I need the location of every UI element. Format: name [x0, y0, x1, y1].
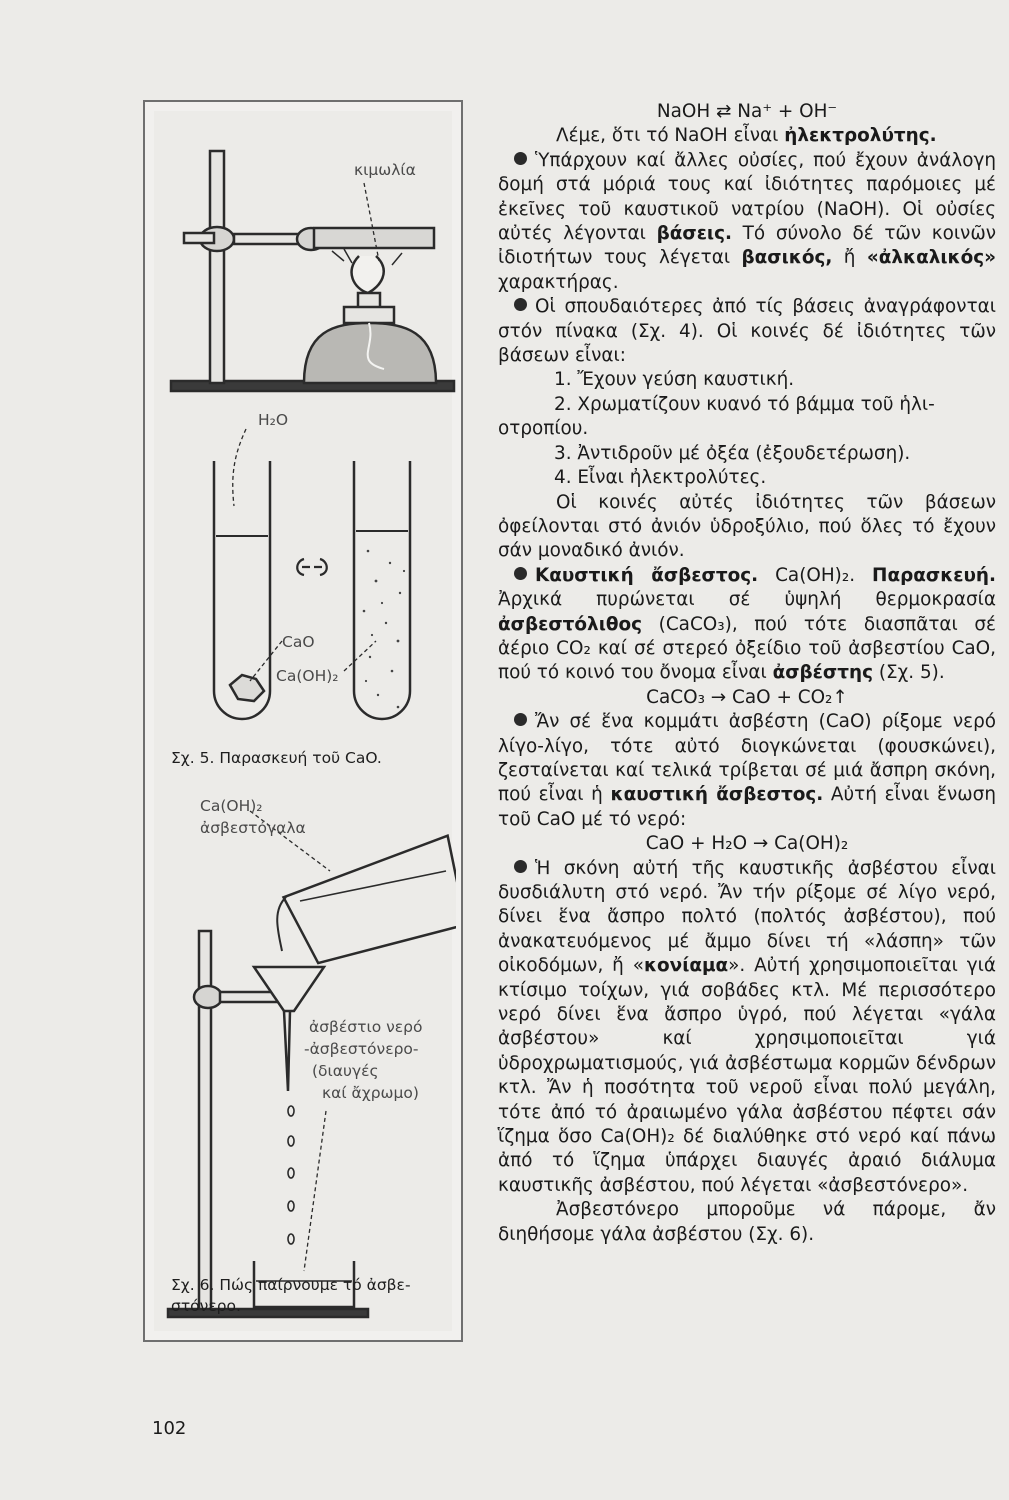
p5-text-f: (CaCO₃), πού τότε διασπᾶται σέ ἀέριο CO₂ καί σέ στερεό ὀξείδιο τοῦ ἀσβεστίου CaO, πού τό κοινό του ὄνομα εἶναι	[498, 613, 996, 684]
p6-text-a: Ἄν σέ ἕνα κομμάτι ἀσβέστη (CaO) ρίξομε νερό λίγο-λίγο, τότε αὐτό διογκώνεται (φουσκώνει), ζεσταίνεται καί τελικά τρίβεται σέ μιά ἄσπρη σκόνη, πού εἶναι ἡ	[498, 711, 996, 806]
p5-bold-a: Καυστική ἄσβεστος.	[535, 564, 759, 586]
label-water-line2: -ἀσβεστόνερο-	[304, 1040, 419, 1058]
label-kimolia: κιμωλία	[354, 161, 416, 179]
experiment-illustration	[154, 111, 456, 1335]
label-milk-formula: Ca(OH)₂	[200, 797, 263, 815]
p5-text-d: Ἀρχικά πυρώνεται σέ ὑψηλή θερμοκρασία	[498, 589, 996, 611]
list-item-2a: 2. Χρωματίζουν κυανό τό βάμμα τοῦ ἡλι-	[554, 393, 935, 415]
double-arrow-symbol	[297, 559, 327, 575]
label-h2o: H₂O	[258, 411, 289, 429]
p2-bold-f: «ἀλκαλικός»	[866, 247, 996, 269]
kimolia-leader	[364, 183, 379, 261]
paragraph-powder	[498, 857, 996, 1199]
drops	[288, 1106, 294, 1244]
p2-text-g: χαρακτήρας.	[498, 271, 619, 293]
p2-bold-b: βάσεις.	[656, 223, 732, 245]
list-item-4: 4. Εἶναι ἠλεκτρολύτες.	[554, 467, 767, 489]
water-leader	[304, 1111, 326, 1271]
paragraph-bases	[498, 149, 996, 295]
bullet-icon	[514, 567, 527, 580]
caoh2-speckles	[363, 550, 405, 709]
label-milk-name: ἀσβεστόγαλα	[200, 819, 306, 837]
p5-bold-e: ἀσβεστόλιθος	[498, 613, 643, 635]
flame	[352, 256, 384, 293]
label-water-line1: ἀσβέστιο νερό	[309, 1018, 423, 1036]
label-water-line3: (διαυγές	[312, 1062, 379, 1080]
paragraph-slaked-lime	[498, 564, 996, 686]
caption-figure-5: Σχ. 5. Παρασκευή τοῦ CaO.	[171, 749, 382, 767]
paragraph-properties-intro	[498, 295, 996, 368]
p2-text-c: Τό σύνολο δέ τῶν κοινῶν ἰδιοτήτων τους λέγεται	[498, 223, 996, 269]
p7-text-c: ». Αὐτή χρησιμοποιεῖται γιά κτίσιμο τοίχων, γιά σοβάδες κτλ. Μέ περισσότερο νερό δίνει ἕνα ἄσπρο ὑγρό, πού λέγεται «γάλα ἀσβέστου» καί χρησιμοποιεῖται γιά ὑδροχρωματισμούς, γιά ἀσβέστωμα κορμῶν δένδρων κτλ. Ἄν ἡ ποσότητα τοῦ νεροῦ εἶναι πολύ μεγάλη, τότε ἀπό τό ἀραιωμένο γάλα ἀσβέστου πέφτει σάν ἵζημα ὅσο Ca(OH)₂ δέ διαλύθηκε στό νερό καί πάνω ἀπό τό ἵζημα ὑπάρχει διαυγές ἀραιό διάλυμα καυστικῆς ἀσβέστου, πού λέγεται «ἀσβεστόνερο».	[498, 955, 997, 1196]
list-item-1: 1. Ἔχουν γεύση καυστική.	[554, 369, 795, 391]
p5-bold-g: ἀσβέστης	[772, 662, 873, 684]
caoh2-leader	[344, 641, 376, 671]
paragraph-limewater: Ἀσβεστόνερο μποροῦμε νά πάρομε, ἄν διηθήσομε γάλα ἀσβέστου (Σχ. 6).	[498, 1199, 996, 1245]
p3-text: Οἱ σπουδαιότερες ἀπό τίς βάσεις ἀναγράφονται στόν πίνακα (Σχ. 4). Οἱ κοινές δέ ἰδιότητες τῶν βάσεων εἶναι:	[498, 296, 996, 367]
p6-bold-b: καυστική ἄσβεστος.	[610, 784, 824, 806]
equation-naoh: NaOH ⇄ Na⁺ + OH⁻	[656, 101, 838, 122]
paragraph-quicklime-water	[498, 710, 996, 832]
label-caoh2: Ca(OH)₂	[276, 667, 339, 685]
right-test-tube	[354, 461, 410, 719]
label-water-line4: καί ἄχρωμο)	[322, 1084, 419, 1102]
funnel-stem	[284, 1011, 290, 1091]
bullet-icon	[514, 860, 527, 873]
page-number: 102	[152, 1418, 187, 1439]
clamp-screw	[184, 233, 214, 243]
h2o-leader	[233, 429, 246, 506]
caption-figure-6-line1: Σχ. 6. Πώς παίρνουμε τό ἀσβε-	[171, 1276, 411, 1294]
p7-text-a: Ἡ σκόνη αὐτή τῆς καυστικῆς ἀσβέστου εἶναι δυσδιάλυτη στό νερό. Ἄν τήν ρίξομε σέ λίγο νερό, δίνει ἕνα ἄσπρο πολτό (πολτός ἀσβέστου), πού ἀνακατευόμενος μέ ἄμμο δίνει τή «λάσπη» τῶν οἰκοδόμων, ἤ «	[498, 857, 996, 977]
p1-bold: ἠλεκτρολύτης.	[784, 125, 937, 147]
equation-caco3: CaCO₃ → CaO + CO₂↑	[646, 686, 848, 708]
figure5-apparatus	[171, 151, 454, 391]
burner-collar	[344, 307, 394, 323]
bullet-icon	[514, 713, 527, 726]
bullet-icon	[514, 298, 527, 311]
paragraph-electrolyte	[498, 124, 996, 148]
p5-text-b: Ca(OH)₂.	[758, 564, 873, 586]
paragraph-hydroxyl: Οἱ κοινές αὐτές ἰδιότητες τῶν βάσεων ὀφείλονται στό ἀνιόν ὑδροξύλιο, πού ὅλες τό ἔχουν σάν μοναδικό ἀνιόν.	[498, 491, 996, 562]
label-cao: CaO	[282, 633, 315, 651]
text-column	[498, 100, 996, 1247]
figure-panel	[143, 100, 463, 1342]
list-item-2b: οτροπίου.	[498, 418, 589, 440]
p1-text: Λέμε, ὅτι τό NaOH εἶναι	[556, 125, 785, 147]
cao-lump	[230, 675, 264, 701]
p2-bold-d: βασικός,	[741, 247, 833, 269]
figure-panel-inner	[154, 111, 452, 1331]
bullet-icon	[514, 152, 527, 165]
funnel	[254, 967, 324, 1011]
list-item-3: 3. Ἀντιδροῦν μέ ὀξέα (ἐξουδετέρωση).	[554, 442, 911, 464]
stand-rod	[210, 151, 224, 383]
stand2-clamp	[194, 986, 222, 1008]
p5-bold-c: Παρασκευή.	[872, 564, 996, 586]
p2-text-e: ἤ	[832, 247, 867, 269]
chalk-stick	[314, 228, 434, 248]
p6-text-c: Αὐτή εἶναι ἕνωση τοῦ CaO μέ τό νερό:	[498, 784, 996, 830]
pour-stream	[277, 897, 286, 951]
caption-figure-6-line2: στόνερο.	[171, 1297, 241, 1315]
p2-text-a: Ὑπάρχουν καί ἄλλες οὐσίες, πού ἔχουν ἀνάλογη δομή στά μόριά τους καί ἰδιότητες παρόμοιες μέ ἐκεῖνες τοῦ καυστικοῦ νατρίου (NaOH). Οἱ οὐσίες αὐτές λέγονται	[498, 149, 996, 245]
equation-cao-h2o: CaO + H₂O → Ca(OH)₂	[645, 833, 849, 855]
p7-bold-b: κονίαμα	[643, 955, 729, 977]
p5-text-h: (Σχ. 5).	[872, 662, 945, 684]
